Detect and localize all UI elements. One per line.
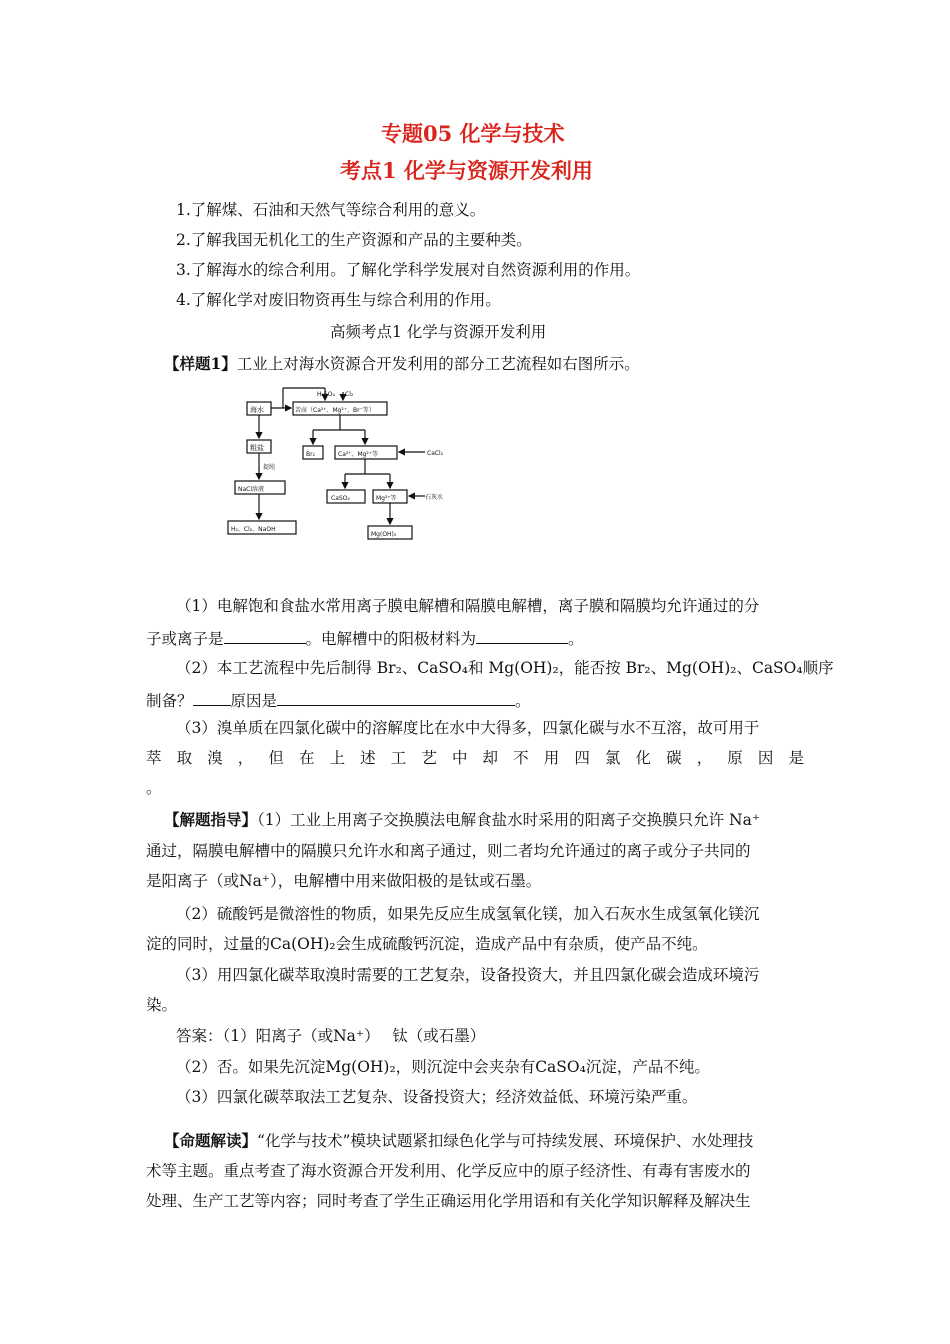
q3-char: 氯 — [604, 749, 621, 767]
guide-line4: （2）硫酸钙是微溶性的物质，如果先反应生成氢氧化镁，加入石灰水生成氢氧化镁沉 — [176, 905, 760, 923]
objective-1: 1.了解煤、石油和天然气等综合利用的意义。 — [176, 201, 486, 219]
q3-char: 四 — [574, 749, 590, 767]
objective-2: 2.了解我国无机化工的生产资源和产品的主要种类。 — [176, 231, 532, 249]
br2-label: Br₂ — [306, 451, 315, 458]
products-label: H₂、Cl₂、NaOH — [231, 526, 276, 533]
q3-char: 述 — [360, 749, 376, 767]
q2-blank-1[interactable] — [193, 689, 231, 706]
guide-line3: 是阳离子（或Na⁺），电解槽中用来做阳极的是钛或石墨。 — [146, 872, 542, 890]
objective-3: 3.了解海水的综合利用。了解化学科学发展对自然资源利用的作用。 — [176, 261, 641, 279]
q1-text-c: 。 — [568, 630, 584, 648]
bittern-label: 苦卤（Ca²⁺、Mg²⁺、Br⁻等） — [295, 407, 375, 414]
q3-char: ， — [696, 749, 713, 767]
lime-label: 石灰水 — [425, 494, 444, 501]
answer-line2: （2）否。如果先沉淀Mg(OH)₂，则沉淀中会夹杂有CaSO₄沉淀，产品不纯。 — [176, 1058, 710, 1076]
q3-char: 溴 — [207, 749, 223, 767]
mg-label: Mg²⁺等 — [376, 495, 397, 502]
interp-line3: 处理、生产工艺等内容；同时考查了学生正确运用化学用语和有关化学知识解释及解决生 — [146, 1192, 751, 1210]
q3-char: 取 — [176, 749, 193, 767]
guide-text-1: （1）工业上用离子交换膜法电解食盐水时采用的阳离子交换膜只允许 Na⁺ — [257, 811, 761, 829]
q3-char: 上 — [329, 749, 346, 767]
interp-line2: 术等主题。重点考查了海水资源合开发利用、化学反应中的原子经济性、有毒有害废水的 — [146, 1162, 751, 1180]
q1-line2 — [146, 627, 584, 649]
crude-salt-label: 粗盐 — [250, 444, 264, 452]
q1-text-b: 。电解槽中的阳极材料为 — [305, 630, 477, 648]
q3-char: 是 — [788, 749, 804, 767]
q3-char: 但 — [268, 749, 284, 767]
q1-blank-2[interactable] — [476, 627, 568, 644]
example-intro: 工业上对海水资源合开发利用的部分工艺流程如右图所示。 — [236, 355, 640, 373]
cacl2-label: CaCl₂ — [427, 450, 444, 457]
q3-char: 艺 — [421, 749, 437, 767]
nacl-label: NaCl溶液 — [238, 486, 265, 493]
q2-line1: （2）本工艺流程中先后制得 Br₂、CaSO₄和 Mg(OH)₂，能否按 Br₂、Mg(OH)₂、CaSO₄顺序 — [176, 659, 834, 677]
objective-4: 4.了解化学对废旧物资再生与综合利用的作用。 — [176, 291, 501, 309]
q2-text-b: 原因是 — [230, 692, 278, 710]
q3-char: 却 — [482, 749, 499, 767]
example-tag: 【样题1】 — [164, 354, 237, 373]
q3-char: ， — [237, 749, 254, 767]
guide-tag: 【解题指导】 — [164, 810, 258, 829]
q3-line2 — [146, 748, 804, 768]
q3-line1: （3）溴单质在四氯化碳中的溶解度比在水中大得多，四氯化碳与水不互溶，故可用于 — [176, 719, 760, 737]
q3-char: 中 — [451, 749, 468, 767]
q2-text-a: 制备？ — [146, 692, 193, 710]
q1-text-a: 子或离子是 — [146, 630, 224, 648]
q1-blank-1[interactable] — [224, 627, 306, 644]
q3-char: 用 — [543, 749, 560, 767]
q3-line3: 。 — [146, 779, 162, 797]
answer-line1: 答案：（1）阳离子（或Na⁺） 钛（或石墨） — [176, 1027, 486, 1045]
q3-char: 因 — [757, 749, 774, 767]
mgoh2-label: Mg(OH)₂ — [371, 531, 397, 538]
q2-line2 — [146, 689, 531, 711]
q3-char: 碳 — [666, 749, 682, 767]
q3-char: 萃 — [146, 749, 162, 767]
cl2-label: Cl₂ — [345, 391, 354, 398]
caso4-label: CaSO₄ — [331, 495, 350, 502]
interp-tag: 【命题解读】 — [164, 1131, 258, 1150]
process-flow-diagram — [225, 386, 455, 544]
subheading: 高频考点1 化学与资源开发利用 — [330, 323, 547, 341]
guide-line5: 淀的同时，过量的Ca(OH)₂会生成硫酸钙沉淀，造成产品中有杂质，使产品不纯。 — [146, 935, 708, 953]
q1-line1: （1）电解饱和食盐水常用离子膜电解槽和隔膜电解槽，离子膜和隔膜均允许通过的分 — [176, 597, 760, 615]
point-title: 考点1 化学与资源开发利用 — [340, 158, 593, 183]
interp-line1 — [164, 1131, 753, 1151]
q3-char: 工 — [390, 749, 407, 767]
example-line — [164, 354, 640, 374]
refine-label: 提纯 — [263, 464, 276, 471]
guide-line7: 染。 — [146, 996, 178, 1014]
answer-line3: （3）四氯化碳萃取法工艺复杂、设备投资大；经济效益低、环境污染严重。 — [176, 1088, 698, 1106]
guide-line1 — [164, 810, 760, 830]
interp-text-1: “化学与技术”模块试题紧扣绿色化学与可持续发展、环境保护、水处理技 — [257, 1132, 754, 1150]
q2-text-c: 。 — [515, 692, 531, 710]
h2so4-label: H₂SO₄ — [317, 391, 335, 398]
q3-char: 化 — [635, 749, 652, 767]
guide-line2: 通过，隔膜电解槽中的隔膜只允许水和离子通过，则二者均允许通过的离子或分子共同的 — [146, 842, 751, 860]
ca-mg-label: Ca²⁺、Mg²⁺等 — [338, 451, 378, 458]
q2-blank-2[interactable] — [277, 689, 515, 706]
topic-title: 专题05 化学与技术 — [381, 121, 565, 146]
q3-char: 原 — [727, 749, 743, 767]
q3-char: 在 — [298, 749, 315, 767]
seawater-label: 海水 — [250, 406, 264, 414]
q3-char: 不 — [513, 749, 529, 767]
guide-line6: （3）用四氯化碳萃取溴时需要的工艺复杂，设备投资大，并且四氯化碳会造成环境污 — [176, 966, 760, 984]
